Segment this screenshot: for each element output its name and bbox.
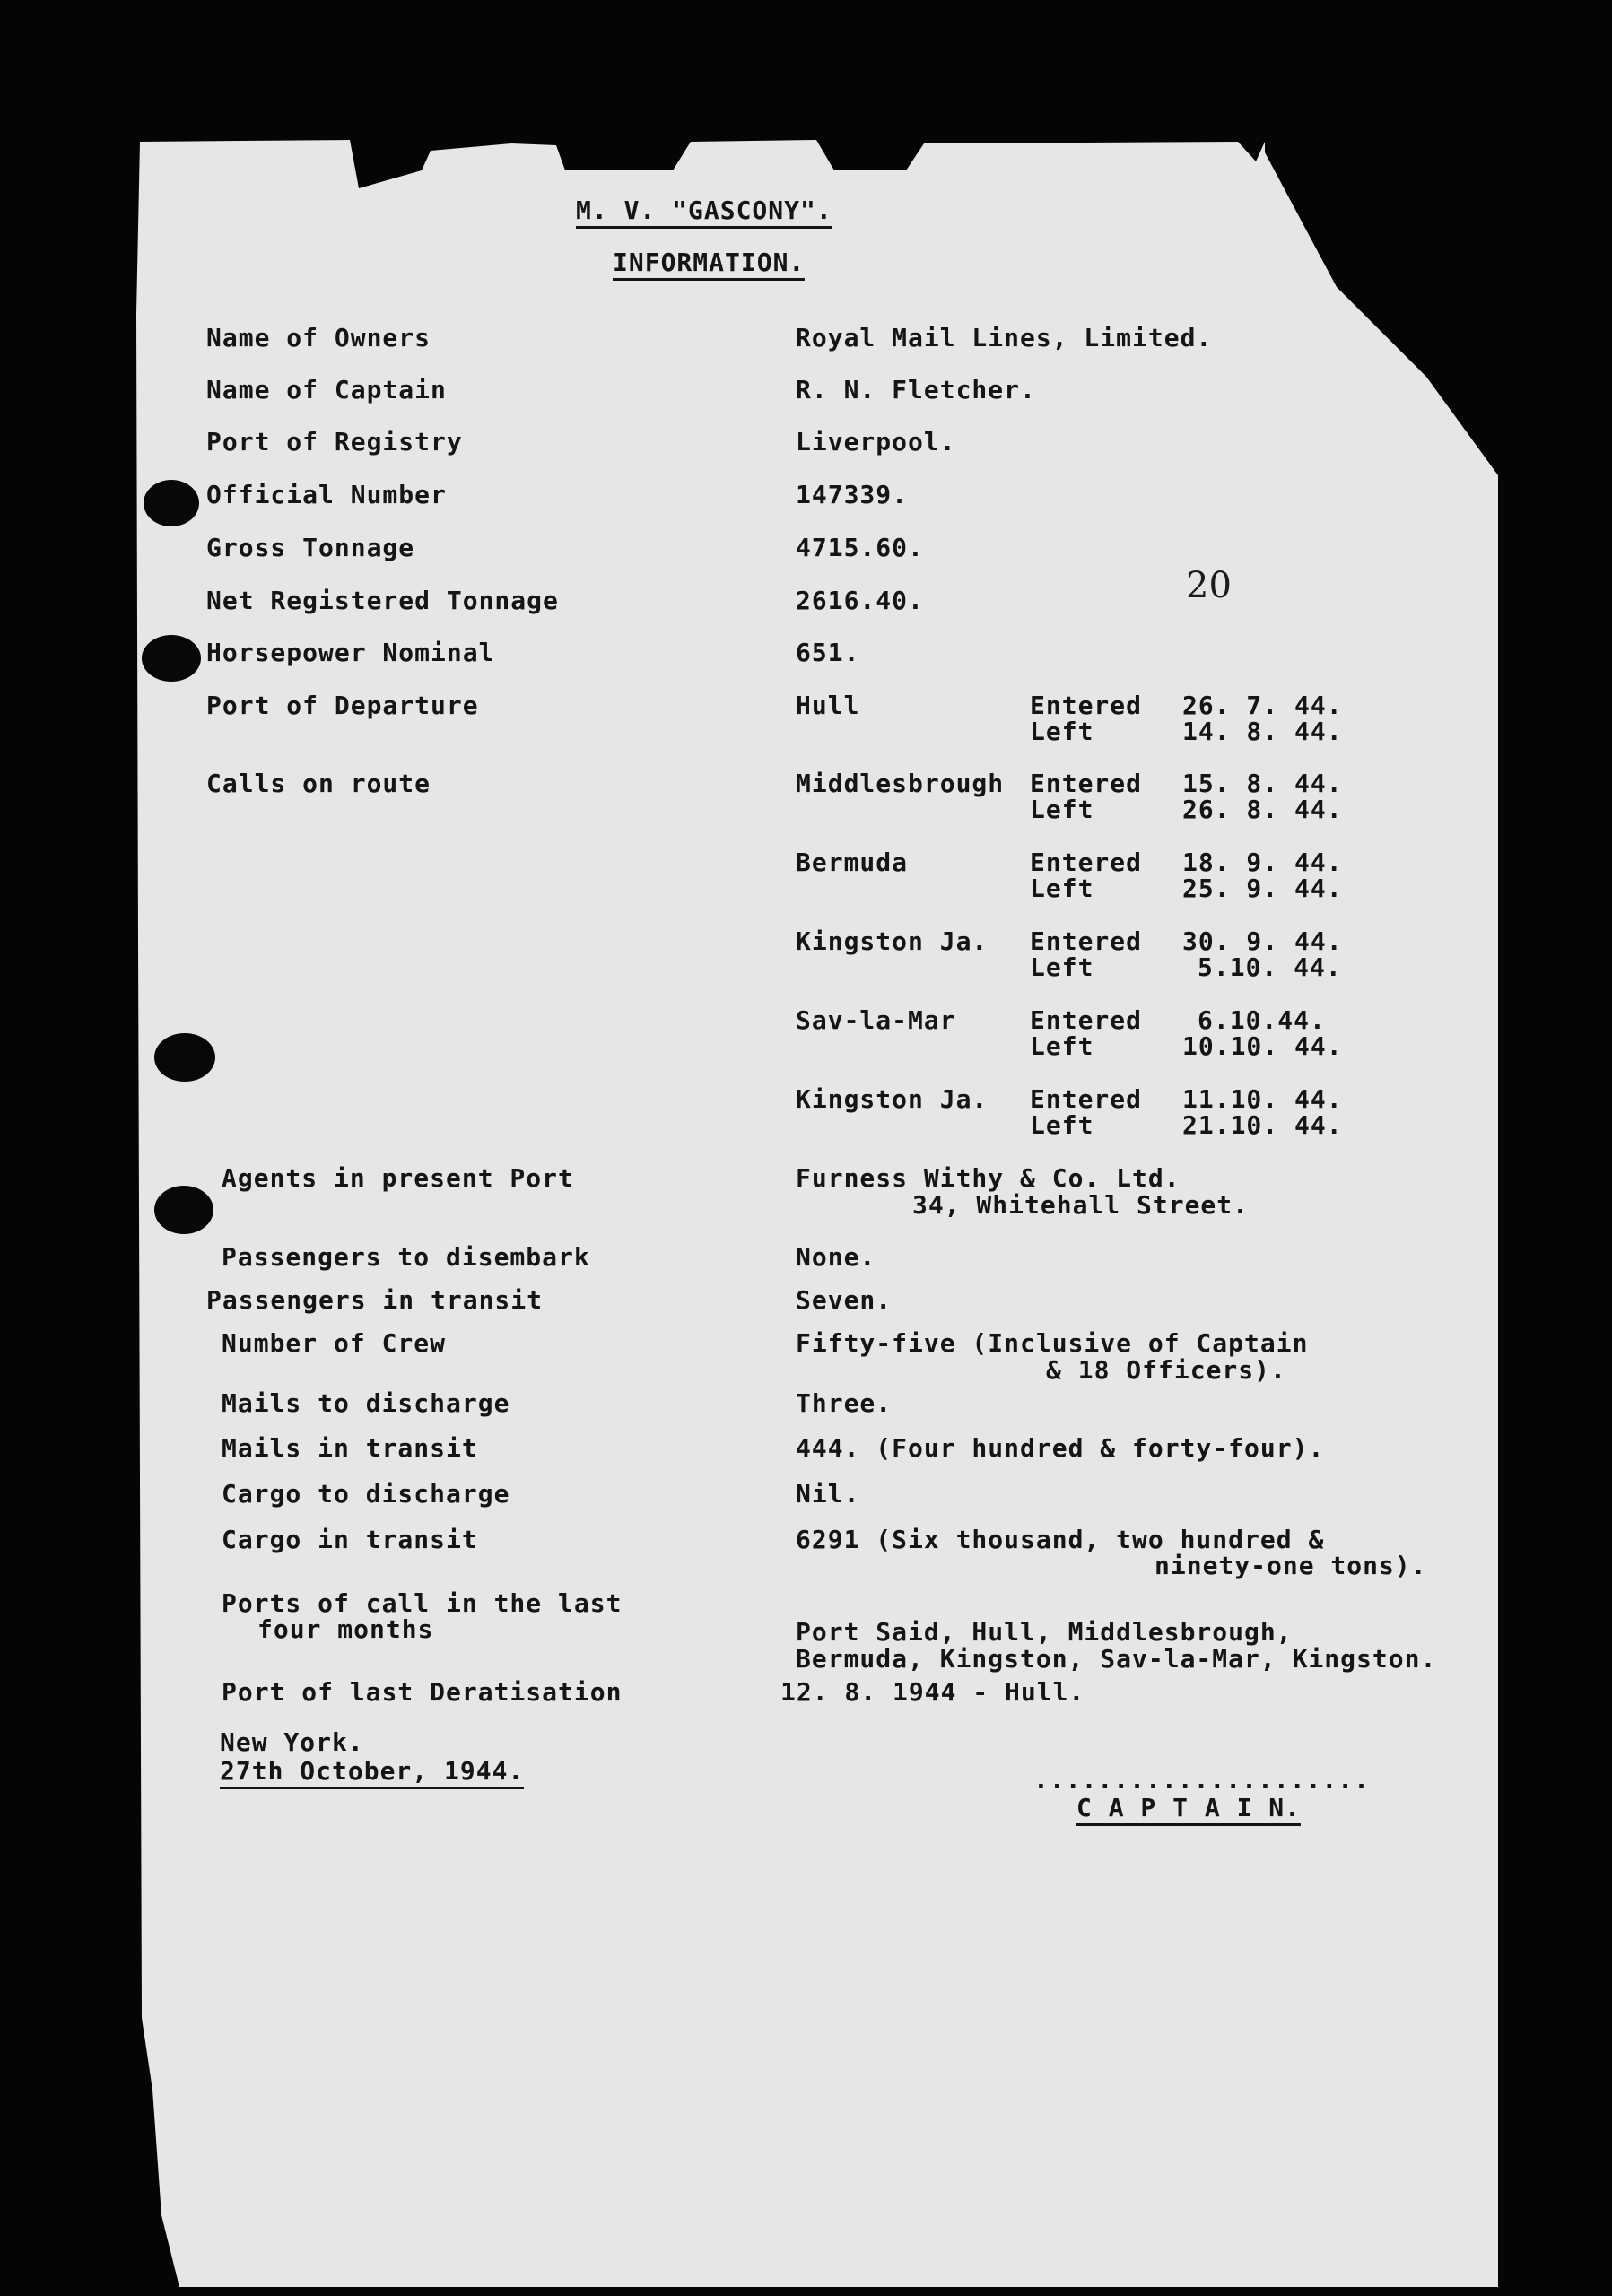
deratisation-label: Port of last Deratisation	[222, 1677, 623, 1707]
call-port: Middlesbrough	[796, 769, 1005, 798]
punch-hole	[142, 635, 201, 682]
departure-entered-label: Entered	[1030, 691, 1143, 720]
ports-last-label: Ports of call in the last	[222, 1588, 623, 1618]
call-left-label: Left	[1030, 952, 1094, 982]
gross-tonnage-label: Gross Tonnage	[206, 533, 415, 562]
net-tonnage-label: Net Registered Tonnage	[206, 586, 559, 615]
passengers-disembark-label: Passengers to disembark	[222, 1242, 590, 1272]
registry-label: Port of Registry	[206, 427, 463, 457]
call-entered-date: 30. 9. 44.	[1182, 926, 1343, 956]
punch-hole	[144, 480, 199, 526]
signature-line: .....................	[1033, 1765, 1371, 1795]
ports-last-value-cont: Bermuda, Kingston, Sav-la-Mar, Kingston.	[796, 1644, 1437, 1674]
document-page	[135, 135, 1498, 2287]
crew-value-cont: & 18 Officers).	[1046, 1355, 1286, 1385]
call-entered-date: 18. 9. 44.	[1182, 848, 1343, 877]
call-left-date: 5.10. 44.	[1198, 952, 1342, 982]
crew-value: Fifty-five (Inclusive of Captain	[796, 1328, 1309, 1358]
call-port: Kingston Ja.	[796, 926, 989, 956]
cargo-discharge-value: Nil.	[796, 1479, 860, 1509]
call-port: Sav-la-Mar	[796, 1005, 956, 1035]
owners-label: Name of Owners	[206, 323, 431, 352]
horsepower-label: Horsepower Nominal	[206, 638, 495, 667]
passengers-transit-value: Seven.	[796, 1285, 893, 1315]
departure-label: Port of Departure	[206, 691, 479, 720]
departure-left-label: Left	[1030, 717, 1094, 746]
owners-value: Royal Mail Lines, Limited.	[796, 323, 1213, 352]
agents-value: Furness Withy & Co. Ltd.	[796, 1163, 1181, 1193]
official-number-label: Official Number	[206, 480, 447, 509]
agents-label: Agents in present Port	[222, 1163, 574, 1193]
call-entered-date: 15. 8. 44.	[1182, 769, 1343, 798]
call-port: Kingston Ja.	[796, 1084, 989, 1114]
call-port: Bermuda	[796, 848, 909, 877]
captain-value: R. N. Fletcher.	[796, 375, 1036, 404]
call-left-label: Left	[1030, 1031, 1094, 1061]
punch-hole	[154, 1186, 213, 1234]
gross-tonnage-value: 4715.60.	[796, 533, 924, 562]
cargo-discharge-label: Cargo to discharge	[222, 1479, 510, 1509]
punch-hole	[154, 1033, 215, 1082]
horsepower-value: 651.	[796, 638, 860, 667]
call-entered-label: Entered	[1030, 848, 1143, 877]
page-number: 20	[1186, 565, 1232, 606]
cargo-transit-value-cont: ninety-one tons).	[1155, 1551, 1427, 1580]
call-entered-date: 11.10. 44.	[1182, 1084, 1343, 1114]
official-number-value: 147339.	[796, 480, 909, 509]
mails-discharge-value: Three.	[796, 1388, 893, 1418]
agents-address: 34, Whitehall Street.	[912, 1190, 1250, 1220]
place: New York.	[220, 1727, 364, 1757]
departure-left-date: 14. 8. 44.	[1182, 717, 1343, 746]
call-entered-date: 6.10.44.	[1198, 1005, 1326, 1035]
date: 27th October, 1944.	[220, 1758, 524, 1789]
document-subtitle: INFORMATION.	[613, 249, 805, 281]
calls-label: Calls on route	[206, 769, 431, 798]
deratisation-value: 12. 8. 1944 - Hull.	[780, 1677, 1085, 1707]
document-title: M. V. "GASCONY".	[576, 197, 832, 229]
call-entered-label: Entered	[1030, 769, 1143, 798]
mails-transit-value: 444. (Four hundred & forty-four).	[796, 1433, 1325, 1463]
net-tonnage-value: 2616.40.	[796, 586, 924, 615]
call-left-date: 10.10. 44.	[1182, 1031, 1343, 1061]
ports-last-value: Port Said, Hull, Middlesbrough,	[796, 1617, 1293, 1647]
call-left-date: 25. 9. 44.	[1182, 874, 1343, 903]
call-left-label: Left	[1030, 1110, 1094, 1140]
call-entered-label: Entered	[1030, 926, 1143, 956]
crew-label: Number of Crew	[222, 1328, 447, 1358]
cargo-transit-label: Cargo in transit	[222, 1525, 478, 1554]
departure-port: Hull	[796, 691, 860, 720]
call-left-date: 26. 8. 44.	[1182, 795, 1343, 824]
mails-transit-label: Mails in transit	[222, 1433, 478, 1463]
call-left-label: Left	[1030, 795, 1094, 824]
call-entered-label: Entered	[1030, 1005, 1143, 1035]
call-entered-label: Entered	[1030, 1084, 1143, 1114]
cargo-transit-value: 6291 (Six thousand, two hundred &	[796, 1525, 1325, 1554]
call-left-date: 21.10. 44.	[1182, 1110, 1343, 1140]
mails-discharge-label: Mails to discharge	[222, 1388, 510, 1418]
ports-last-label-cont: four months	[257, 1614, 434, 1644]
passengers-disembark-value: None.	[796, 1242, 876, 1272]
registry-value: Liverpool.	[796, 427, 956, 457]
call-left-label: Left	[1030, 874, 1094, 903]
captain-label: Name of Captain	[206, 375, 447, 404]
passengers-transit-label: Passengers in transit	[206, 1285, 544, 1315]
signature-title: C A P T A I N.	[1076, 1795, 1301, 1826]
departure-entered-date: 26. 7. 44.	[1182, 691, 1343, 720]
